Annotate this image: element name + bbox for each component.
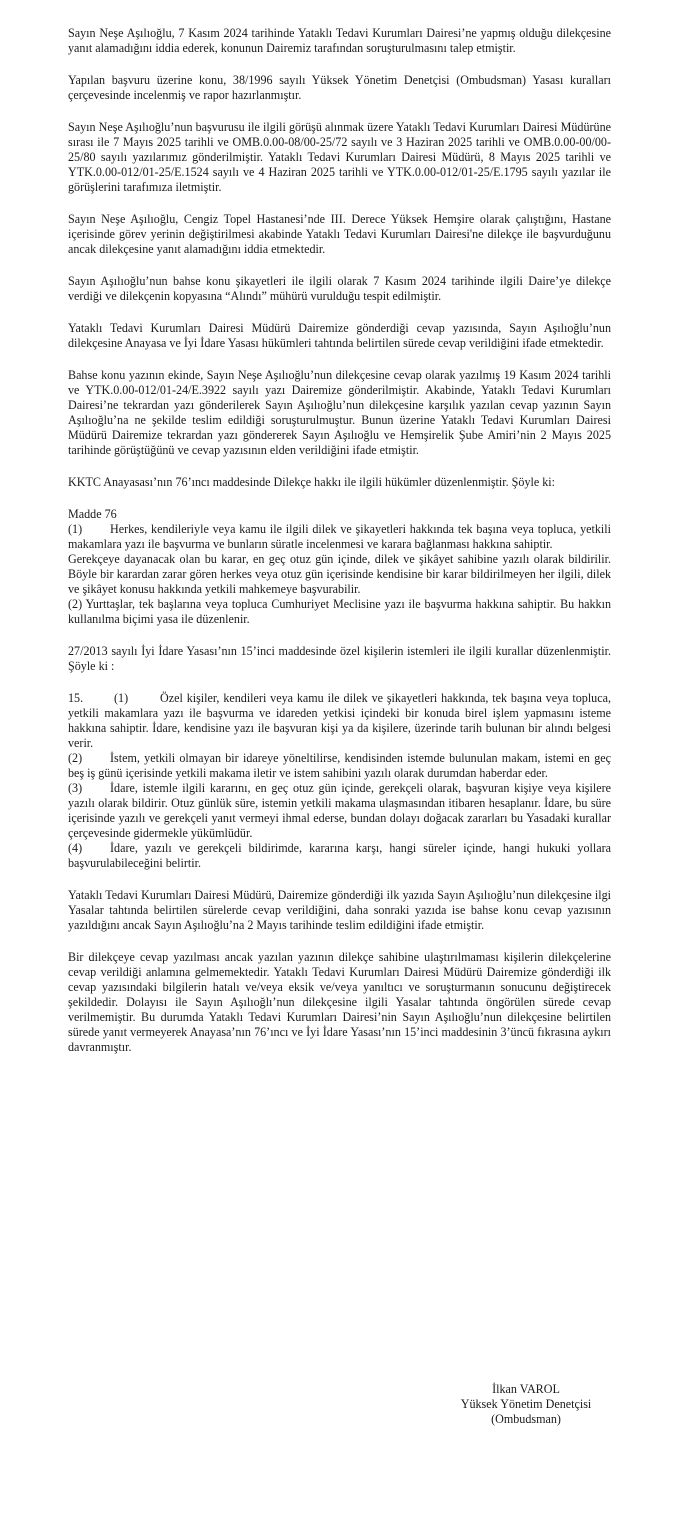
signature-name: İlkan VAROL <box>492 1382 560 1396</box>
item-number: (2) <box>68 751 83 765</box>
signature-block <box>440 1382 612 1427</box>
paragraph-conclusion: Bir dilekçeye cevap yazılması ancak yazılan yazının dilekçe sahibine ulaştırılmaması kişilerin dilekçelerine cevap verildiği anlamına gelmemektedir. Yataklı Tedavi Kurumları Dairesi Müdürü Dairemize gönderdiği ilk cevap yazısındaki bilgilerin hatalı ve/veya eksik ve/veya yanıltıcı ve soruşturmanın sonucunu değiştirecek şekildedir. Dolayısı ile Sayın Aşılıoğlı’nun dilekçesine ilgili Yasalar tahtında öngörülen sürede cevap verilmemiştir. Bu durumda Yataklı Tedavi Kurumları Dairesi’nin Sayın Aşılıoğlu’nun dilekçesine belirtilen sürede yanıt vermeyerek Anayasa’nın 76’ıncı ve İyi İdare Yasası’nın 15’inci maddesinin 3’üncü fıkrasına aykırı davranmıştır. <box>68 950 611 1054</box>
signature-title: Yüksek Yönetim Denetçisi <box>460 1397 592 1411</box>
paragraph-director-reply: Yataklı Tedavi Kurumları Dairesi Müdürü Dairemize gönderdiği cevap yazısında, Sayın Aşılıoğlu’nun dilekçesine Anayasa ve İyi İdare Yasası hükümleri tahtında belirtilen sürede cevap verildiğini ifade etmektedir. <box>68 321 611 350</box>
article-15-item-1 <box>68 691 611 751</box>
article-76-item-1-cont: Gerekçeye dayanacak olan bu karar, en geç otuz gün içinde, dilek ve şikâyet sahibine yazılı olarak bildirilir. Böyle bir karardan zarar gören herkes veya otuz gün içerisinde kendisine bir karar bildirilmeyen her ilgili, dilek ve şikâyet konusu hakkında yetkili mahkemeye başvurabilir. <box>68 552 611 596</box>
paragraph-correspondence: Sayın Neşe Aşılıoğlu’nun başvurusu ile ilgili görüşü alınmak üzere Yataklı Tedavi Kurumları Dairesi Müdürüne sırası ile 7 Mayıs 2025 tarihli ve OMB.0.00-08/00-25/72 sayılı ve 3 Haziran 2025 tarihli ve OMB.0.00-00/00-25/80 sayılı yazılarımız gönderilmiştir. Yataklı Tedavi Kurumları Dairesi Müdürü, 8 Mayıs 2025 tarihli ve YTK.0.00-012/01-25/E.1524 sayılı ve 4 Haziran 2025 tarihli ve YTK.0.00-012/01-25/E.1795 sayılı yazılar ile görüşlerini tarafımıza iletmiştir. <box>68 120 611 194</box>
article-number: 15. <box>68 691 84 705</box>
item-number: (4) <box>68 841 83 855</box>
signature-subtitle: (Ombudsman) <box>491 1412 561 1426</box>
paragraph-director-statement: Yataklı Tedavi Kurumları Dairesi Müdürü, Dairemize gönderdiği ilk yazıda Sayın Aşılıoğlu’nun dilekçesine ilgi Yasalar tahtında belirtilen sürelerde cevap verildiğini, daha sonraki yazıda ise bahse konu cevap yazısının yazıldığını ancak Sayın Aşılıoğlu’na 2 Mayıs tarihinde teslim edildiğini ifade etmiştir. <box>68 888 611 932</box>
article-76-item-1 <box>68 522 611 552</box>
article-15-item-2 <box>68 751 611 781</box>
paragraph-finding: Sayın Aşılıoğlu’nun bahse konu şikayetleri ile ilgili olarak 7 Kasım 2024 tarihinde ilgili Daire’ye dilekçe verdiği ve dilekçenin kopyasına “Alındı” mühürü vurulduğu tespit edilmiştir. <box>68 274 611 303</box>
article-15-item-3 <box>68 781 611 841</box>
article-76 <box>68 507 611 627</box>
paragraph-good-admin-law: 27/2013 sayılı İyi İdare Yasası’nın 15’inci maddesinde özel kişilerin istemleri ile ilgili kurallar düzenlenmiştir. Şöyle ki : <box>68 644 611 673</box>
item-text: Herkes, kendileriyle veya kamu ile ilgili dilek ve şikayetleri hakkında tek başına veya topluca, yetkili makamlara yazı ile başvurma ve bunların süratle incelenmesi ve karara bağlanması hakkına sahiptir. <box>68 522 611 551</box>
paragraph-attachment: Bahse konu yazının ekinde, Sayın Neşe Aşılıoğlu’nun dilekçesine cevap olarak yazılmış 19 Kasım 2024 tarihli ve YTK.0.00-012/01-24/E.3922 sayılı yazı Dairemize gönderilmiştir. Akabinde, Yataklı Tedavi Kurumları Dairesi’ne tekrardan yazı gönderilerek Sayın Aşılıoğlu’nun dilekçesine karşılık yazılan cevap yazının Sayın Aşılıoğlu’na ne şekilde teslim edildiği soruşturulmuştur. Bunun üzerine Yataklı Tedavi Kurumları Dairesi Müdürü Dairemize tekrardan yazı göndererek Sayın Aşılıoğlu ve Hemşirelik Şube Amiri’nin 2 Mayıs 2025 tarihinde görüştüğünü ve cevap yazısının elden verildiğini ifade etmiştir. <box>68 368 611 457</box>
article-15-item-4 <box>68 841 611 871</box>
item-text: İstem, yetkili olmayan bir idareye yöneltilirse, kendisinden istemde bulunulan makam, istemi en geç beş iş günü içerisinde yetkili makama iletir ve istem sahibini yazılı olarak durumdan haberdar eder. <box>68 751 611 780</box>
paragraph-claim: Sayın Neşe Aşılıoğlu, Cengiz Topel Hastanesi’nde III. Derece Yüksek Hemşire olarak çalıştığını, Hastane içerisinde görev yerinin değiştirilmesi akabinde Yataklı Tedavi Kurumları Dairesi'ne dilekçe ile başvurduğunu ancak dilekçesine yanıt alamadığını iddia etmektedir. <box>68 212 611 256</box>
item-number: (1) <box>114 691 129 705</box>
document-body <box>68 26 611 1055</box>
article-76-item-2: (2) Yurttaşlar, tek başlarına veya topluca Cumhuriyet Meclisine yazı ile başvurma hakkına sahiptir. Bu hakkın kullanılma biçimi yasa ile düzenlenir. <box>68 597 611 626</box>
article-15 <box>68 691 611 871</box>
paragraph-complaint: Sayın Neşe Aşılıoğlu, 7 Kasım 2024 tarihinde Yataklı Tedavi Kurumları Dairesi’ne yapmış olduğu dilekçesine yanıt alamadığını iddia ederek, konunun Dairemiz tarafından soruşturulmasını talep etmiştir. <box>68 26 611 55</box>
item-text: İdare, yazılı ve gerekçeli bildirimde, kararına karşı, hangi süreler içinde, hangi hukuki yollara başvurulabileceğini belirtir. <box>68 841 611 870</box>
item-number: (3) <box>68 781 83 795</box>
item-text: Özel kişiler, kendileri veya kamu ile dilek ve şikayetleri hakkında, tek başına veya topluca, yetkili makamlara yazı ile başvurma ve idareden yetkisi içindeki bir konuda birel işlem yapmasını isteme hakkına sahiptir. İdare, kendisine yazı ile başvuran kişi ya da kişilere, üzerinde tarih bulunan bir alındı belgesi verir. <box>68 691 611 750</box>
paragraph-procedure: Yapılan başvuru üzerine konu, 38/1996 sayılı Yüksek Yönetim Denetçisi (Ombudsman) Yasası kuralları çerçevesinde incelenmiş ve rapor hazırlanmıştır. <box>68 73 611 102</box>
item-number: (1) <box>68 522 83 536</box>
item-text: İdare, istemle ilgili kararını, en geç otuz gün içinde, gerekçeli olarak, başvuran kişiye veya kişilere yazılı olarak bildirir. Otuz günlük süre, istemin yetkili makama ulaşmasından itibaren hesaplanır. İdare, bu süre içerisinde yazılı ve gerekçeli yanıt vermeyi ihmal ederse, bundan dolayı doğacak zararları bu Yasadaki kurallar çerçevesinde gidermekle yükümlüdür. <box>68 781 611 840</box>
paragraph-constitution: KKTC Anayasası’nın 76’ıncı maddesinde Dilekçe hakkı ile ilgili hükümler düzenlenmiştir. Şöyle ki: <box>68 475 556 489</box>
article-76-title: Madde 76 <box>68 507 117 521</box>
